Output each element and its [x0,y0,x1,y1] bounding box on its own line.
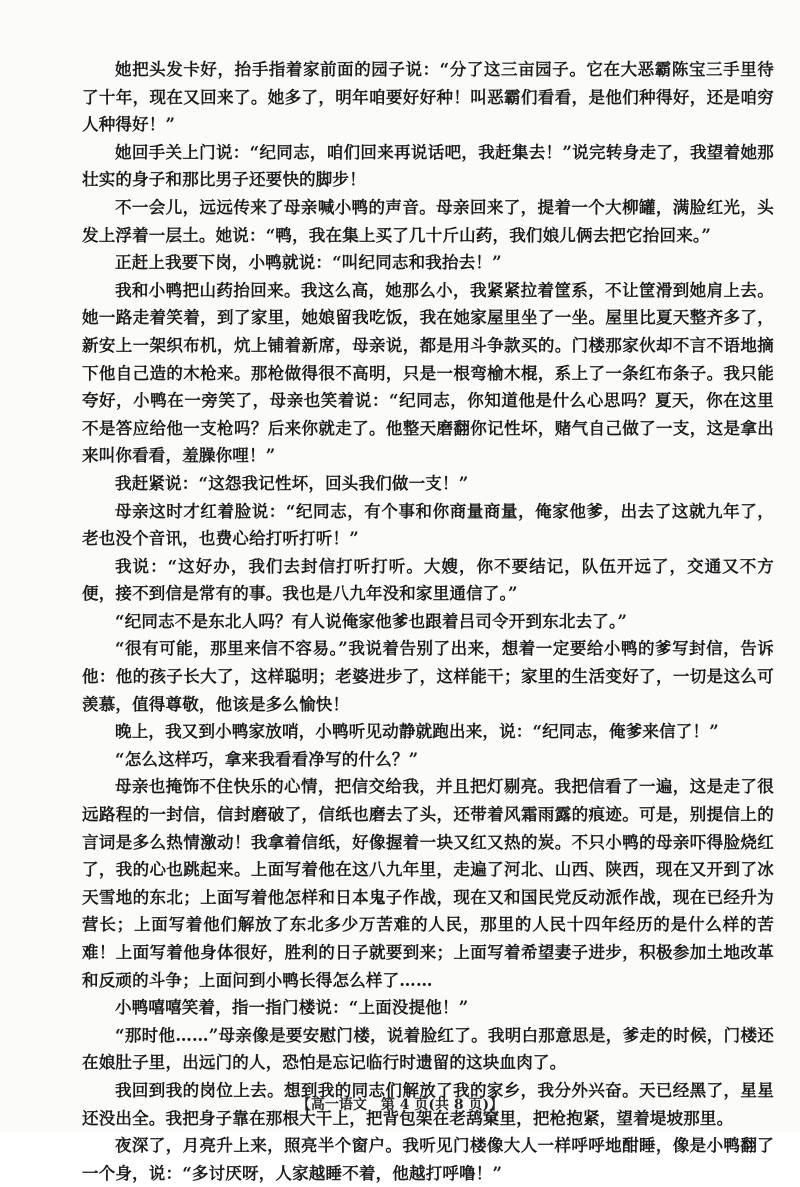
paragraph: 母亲这时才红着脸说：“纪同志，有个事和你商量商量，俺家他爹，出去了这就九年了，老也没个音讯，也费心给打听打听！” [82,501,774,549]
paragraph: 我和小鸭把山药抬回来。我这么高，她那么小，我紧紧拉着筐系，不让筐滑到她肩上去。她一路走着笑着，到了家里，她娘留我吃饭，我在她家屋里坐了一坐。屋里比夏天整齐多了，新安上一架织布机，炕上铺着新席，母亲说，都是用斗争款买的。门楼那家伙却不言不语地摘下他自己造的木枪来。那枪做得很不高明，只是一根弯榆木棍，系上了一条红布条子。我只能夸好，小鸭在一旁笑了，母亲也笑着说：“纪同志，你知道他是什么心思吗？夏天，你在这里不是答应给他一支枪吗？后来你就走了。他整天磨翻你记性坏，赌气自己做了一支，这是拿出来叫你看看，羞臊你哩！” [82,280,774,466]
story-body [82,56,774,1187]
paragraph: 小鸭嘻嘻笑着，指一指门楼说：“上面没提他！” [115,998,469,1018]
paragraph: 不一会儿，远远传来了母亲喊小鸭的声音。母亲回来了，提着一个大柳罐，满脸红光，头发上浮着一层土。她说：“鸭，我在集上买了几十斤山药，我们娘儿俩去把它抬回来。” [82,197,774,245]
paragraph: 我赶紧说：“这怨我记性坏，回头我们做一支！” [115,473,469,493]
page-footer: 【高一语文 第 4 页(共 8 页)】 [296,1097,504,1113]
paragraph: 我说：“这好办，我们去封信打听打听。大嫂，你不要结记，队伍开远了，交通又不方便，接不到信是常有的事。我也是八九年没和家里通信了。” [82,556,774,604]
paragraph: 晚上，我又到小鸭家放哨，小鸭听见动静就跑出来，说：“纪同志，俺爹来信了！” [115,722,719,742]
paragraph: 我回到我的岗位上去。想到我的同志们解放了我的家乡，我分外兴奋。天已经黑了，星星还没出全。我把身子靠在那根大干上，把背包架在老鸹窠里，把枪抱紧，望着堤坡那里。 [82,1080,774,1128]
paragraph: 她回手关上门说：“纪同志，咱们回来再说话吧，我赶集去！”说完转身走了，我望着她那壮实的身子和那比男子还要快的脚步！ [82,142,774,190]
paragraph: “很有可能，那里来信不容易。”我说着告别了出来，想着一定要给小鸭的爹写封信，告诉他：他的孩子长大了，这样聪明；老婆进步了，这样能干；家里的生活变好了，一切是这么可羡慕，值得尊敬，他该是多么愉快！ [82,639,774,714]
paragraph: 夜深了，月亮升上来，照亮半个窗户。我听见门楼像大人一样呼呼地酣睡，像是小鸭翻了一个身，说：“多讨厌呀，人家越睡不着，他越打呼噜！” [82,1136,774,1183]
paragraph: 正赶上我要下岗，小鸭就说：“叫纪同志和我抬去！” [115,253,502,273]
paragraph: “怎么这样巧，拿来我看看净写的什么？” [115,749,419,769]
paragraph: 她把头发卡好，抬手指着家前面的园子说：“分了这三亩园子。它在大恶霸陈宝三手里待了十年，现在又回来了。她多了，明年咱要好好种！叫恶霸们看看，是他们种得好，还是咱穷人种得好！” [82,60,774,135]
paragraph: 母亲也掩饰不住快乐的心情，把信交给我，并且把灯剔亮。我把信看了一遍，这是走了很远路程的一封信，信封磨破了，信纸也磨去了头，还带着风霜雨露的痕迹。可是，别提信上的言词是多么热情激动！我拿着信纸，好像握着一块又红又热的炭。不只小鸭的母亲吓得脸烧红了，我的心也跳起来。上面写着他在这八九年里，走遍了河北、山西、陕西，现在又开到了冰天雪地的东北；上面写着他怎样和日本鬼子作战，现在又和国民党反动派作战，现在已经升为营长；上面写着他们解放了东北多少万苦难的人民，那里的人民十四年经历的是什么样的苦难！上面写着他身体很好，胜利的日子就要到来；上面写着希望妻子进步，积极参加土地改革和反顽的斗争；上面问到小鸭长得怎么样了…… [82,777,774,990]
paragraph: “那时他……”母亲像是要安慰门楼，说着脸红了。我明白那意思是，爹走的时候，门楼还在娘肚子里，出远门的人，恐怕是忘记临行时遗留的这块血肉了。 [82,1025,774,1073]
paragraph: “纪同志不是东北人吗？有人说俺家他爹也跟着吕司令开到东北去了。” [115,611,628,631]
